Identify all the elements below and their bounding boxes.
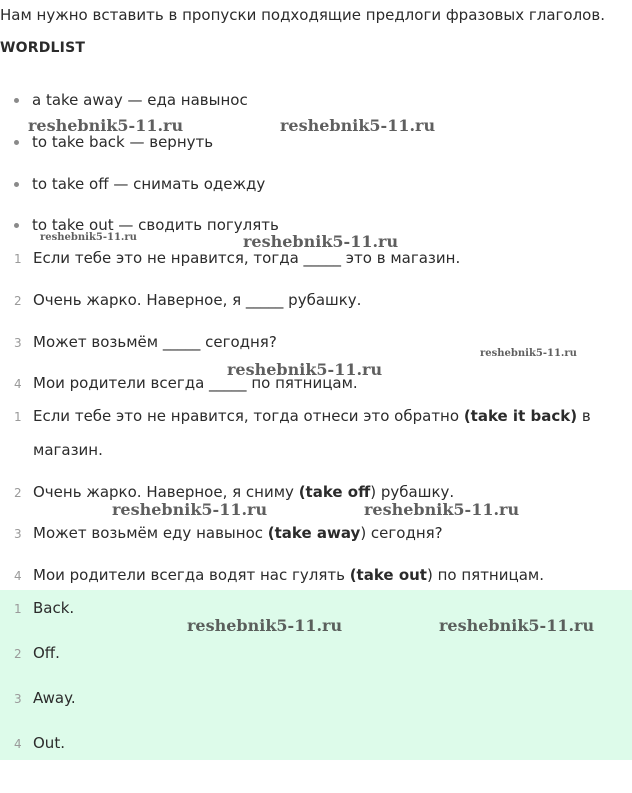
task-item: 1 Если тебе это не нравится, тогда _____ это в магазин. [14, 249, 461, 267]
answer-item: 4 Out. [14, 734, 65, 752]
watermark: reshebnik5-11.ru [28, 116, 184, 135]
translation-item: 2 Очень жарко. Наверное, я сниму (take off) рубашку. [14, 483, 455, 501]
watermark: reshebnik5-11.ru [364, 500, 520, 519]
watermark: reshebnik5-11.ru [112, 500, 268, 519]
task-item: 3 Может возьмём _____ сегодня? [14, 333, 277, 351]
bullet-icon [14, 182, 19, 187]
watermark: reshebnik5-11.ru [280, 116, 436, 135]
watermark: reshebnik5-11.ru [187, 616, 343, 635]
watermark: reshebnik5-11.ru [227, 360, 383, 379]
wordlist-heading: WORDLIST [0, 40, 86, 56]
bullet-icon [14, 223, 19, 228]
wordlist-item: to take off — снимать одежду [14, 175, 265, 193]
wordlist-item: a take away — еда навынос [14, 91, 248, 109]
answer-item: 1 Back. [14, 599, 75, 617]
translation-item: 3 Может возьмём еду навынос (take away) сегодня? [14, 524, 443, 542]
translation-item-continuation: магазин. [33, 441, 103, 459]
intro-text: Нам нужно вставить в пропуски подходящие предлоги фразовых глаголов. [0, 6, 605, 24]
wordlist-item: to take out — сводить погулять [14, 216, 279, 234]
task-item: 2 Очень жарко. Наверное, я _____ рубашку. [14, 291, 362, 309]
wordlist-item: to take back — вернуть [14, 133, 213, 151]
answer-item: 2 Off. [14, 644, 60, 662]
translation-item: 1 Если тебе это не нравится, тогда отнеси это обратно (take it back) в [14, 407, 591, 425]
watermark: reshebnik5-11.ru [243, 232, 399, 251]
bullet-icon [14, 140, 19, 145]
watermark: reshebnik5-11.ru [439, 616, 595, 635]
watermark: reshebnik5-11.ru [40, 232, 137, 243]
translation-item: 4 Мои родители всегда водят нас гулять (take out) по пятницам. [14, 566, 544, 584]
bullet-icon [14, 98, 19, 103]
task-item: 4 Мои родители всегда _____ по пятницам. [14, 374, 358, 392]
answer-item: 3 Away. [14, 689, 76, 707]
watermark: reshebnik5-11.ru [480, 348, 577, 359]
